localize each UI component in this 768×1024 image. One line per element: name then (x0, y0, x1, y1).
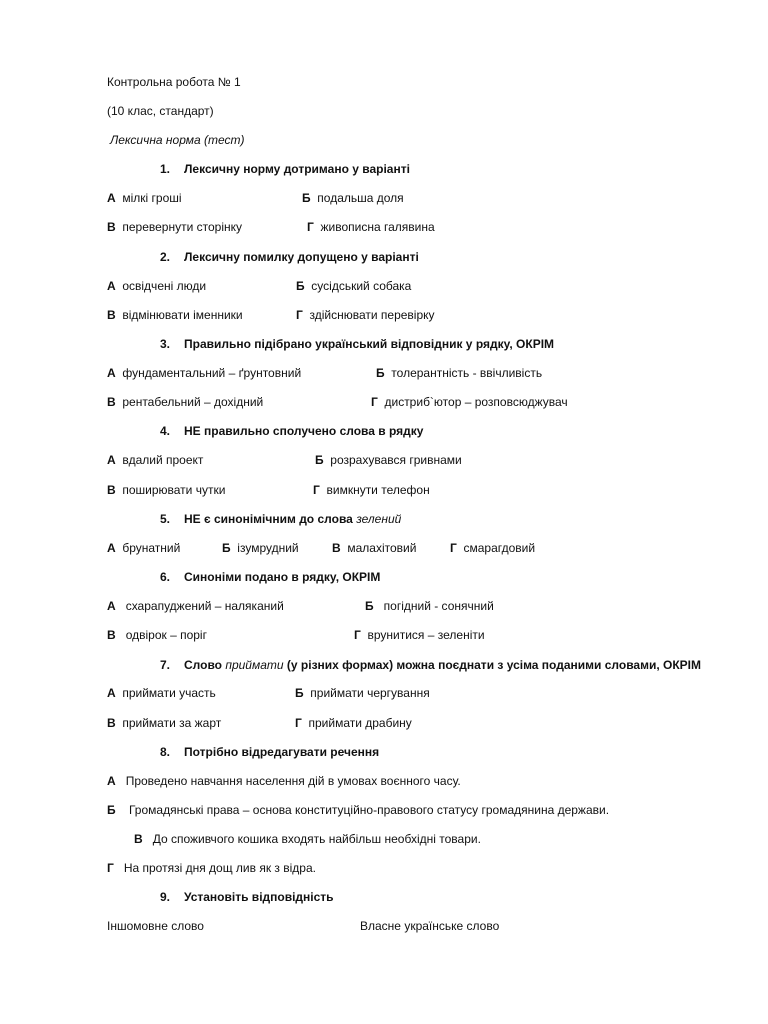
question-8 (160, 744, 379, 760)
option-6d: Г врунитися – зеленіти (354, 628, 485, 642)
option-2b: Б сусідський собака (296, 279, 412, 293)
question-number: 4. (160, 424, 171, 438)
question-text: Правильно підібрано український відповідник у рядку, ОКРІМ (184, 337, 555, 351)
option-2d: Г здійснювати перевірку (296, 308, 435, 322)
option-3c: В рентабельний – дохідний (107, 395, 264, 409)
question-keyword: приймати (225, 658, 284, 672)
question-number: 5. (160, 512, 171, 526)
option-3a: А фундаментальний – ґрунтовний (107, 366, 302, 380)
option-1d: Г живописна галявина (307, 220, 435, 234)
option-6b: Б погідний - сонячний (365, 599, 494, 613)
question-9 (160, 889, 334, 905)
question-number: 1. (160, 162, 171, 176)
question-text: НЕ є синонімічним до слова (184, 512, 353, 526)
question-number: 7. (160, 658, 171, 672)
option-5d: Г смарагдовий (450, 541, 536, 555)
question-keyword: зелений (356, 512, 402, 526)
option-6a: А схарапуджений – наляканий (107, 599, 284, 613)
question-5 (160, 511, 401, 527)
question-3 (160, 336, 554, 352)
option-4c: В поширювати чутки (107, 483, 226, 497)
question-number: 9. (160, 890, 171, 904)
question-text: Лексичну помилку допущено у варіанті (184, 250, 419, 264)
question-text: НЕ правильно сполучено слова в рядку (184, 424, 424, 438)
option-4a: А вдалий проект (107, 453, 204, 467)
option-6c: В одвірок – поріг (107, 628, 207, 642)
question-2 (160, 249, 419, 265)
question-number: 2. (160, 250, 171, 264)
option-8d: Г На протязі дня дощ лив як з відра. (107, 861, 316, 875)
question-text-before: Слово (184, 658, 223, 672)
question-number: 8. (160, 745, 171, 759)
question-6 (160, 569, 380, 585)
question-text: Лексичну норму дотримано у варіанті (184, 162, 410, 176)
option-5c: В малахітовий (332, 541, 417, 555)
option-3d: Г дистриб`ютор – розповсюджувач (371, 395, 568, 409)
option-1c: В перевернути сторінку (107, 220, 242, 234)
option-5a: А брунатний (107, 541, 181, 555)
question-number: 6. (160, 570, 171, 584)
option-7d: Г приймати драбину (295, 716, 412, 730)
option-4b: Б розрахувався гривнами (315, 453, 462, 467)
option-8a: А Проведено навчання населення дій в умовах воєнного часу. (107, 774, 461, 788)
document-subtitle: (10 клас, стандарт) (107, 104, 214, 118)
option-7c: В приймати за жарт (107, 716, 222, 730)
option-5b: Б ізумрудний (222, 541, 299, 555)
column-header-native: Власне українське слово (360, 919, 500, 933)
option-1b: Б подальша доля (302, 191, 404, 205)
question-7 (160, 657, 701, 673)
question-text-after: (у різних формах) можна поєднати з усіма поданими словами, ОКРІМ (286, 658, 702, 672)
question-1 (160, 161, 410, 177)
question-number: 3. (160, 337, 171, 351)
question-text: Потрібно відредагувати речення (184, 745, 380, 759)
option-8b: Б Громадянські права – основа конституційно-правового статусу громадянина держави. (107, 803, 610, 817)
option-8c: В До споживчого кошика входять найбільш необхідні товари. (134, 832, 481, 846)
question-4 (160, 423, 423, 439)
option-7b: Б приймати чергування (295, 686, 430, 700)
option-7a: А приймати участь (107, 686, 216, 700)
question-text: Установіть відповідність (184, 890, 334, 904)
column-header-foreign: Іншомовне слово (107, 919, 204, 933)
option-3b: Б толерантність - ввічливість (376, 366, 543, 380)
option-2a: А освідчені люди (107, 279, 207, 293)
option-1a: А мілкі гроші (107, 191, 182, 205)
option-4d: Г вимкнути телефон (313, 483, 430, 497)
document-topic: Лексична норма (тест) (110, 133, 245, 147)
question-text: Синоніми подано в рядку, ОКРІМ (184, 570, 381, 584)
option-2c: В відмінювати іменники (107, 308, 243, 322)
document-title: Контрольна робота № 1 (107, 75, 241, 89)
